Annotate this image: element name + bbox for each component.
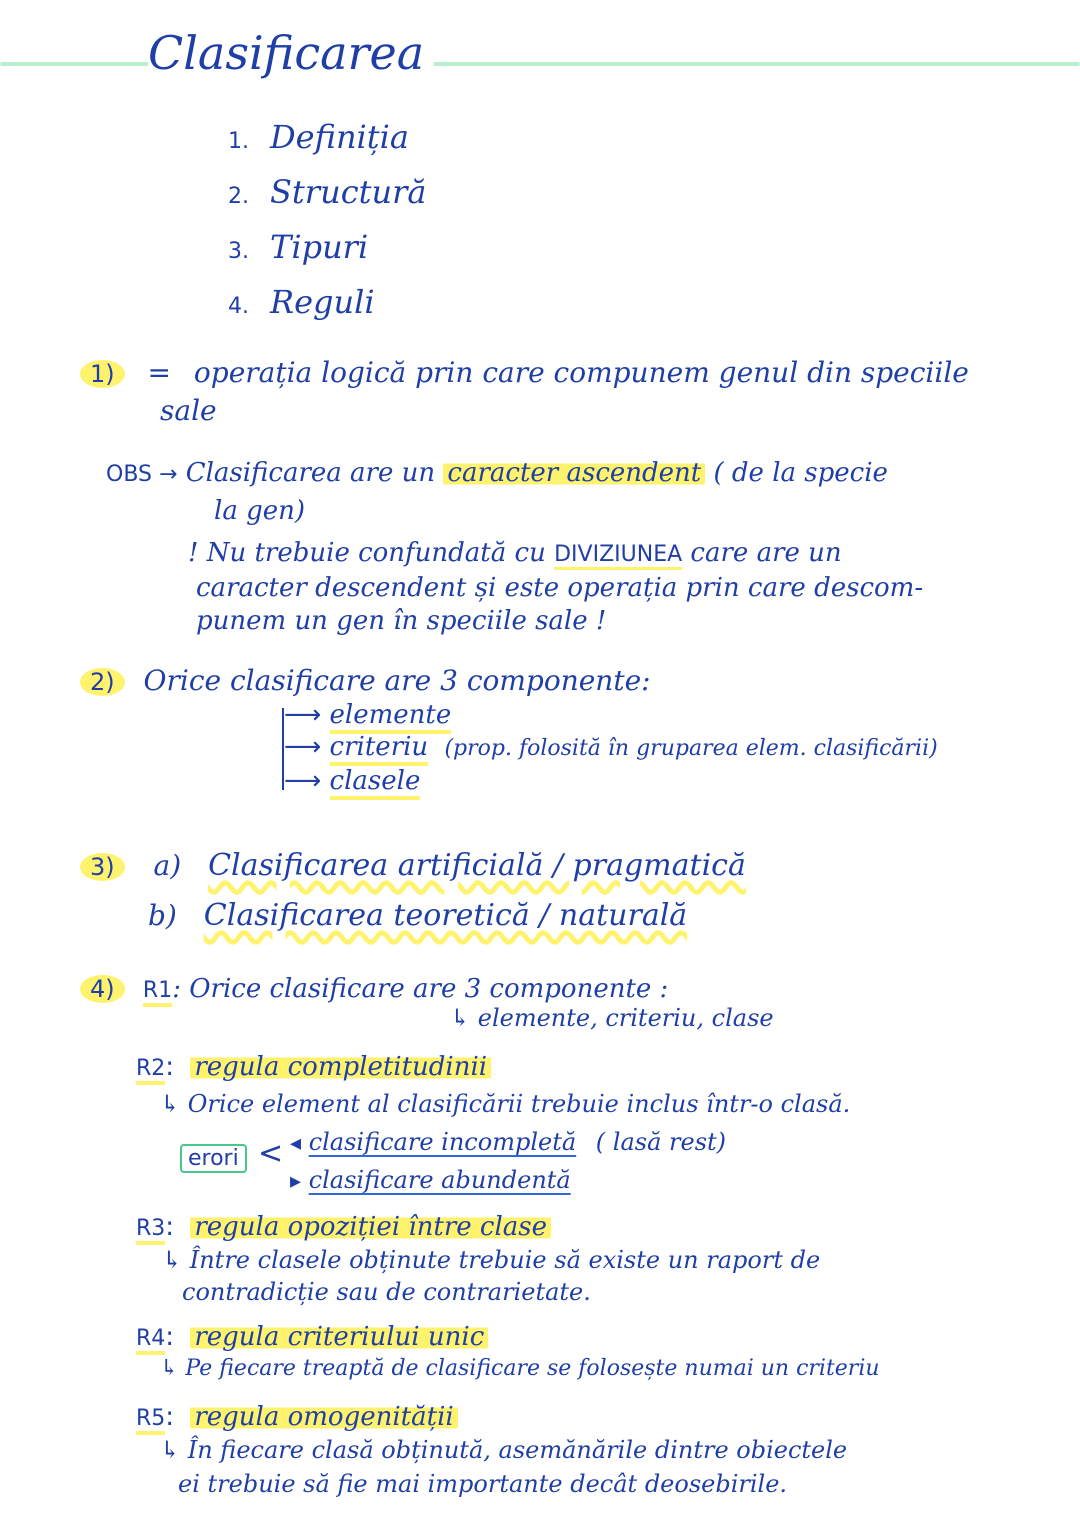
- highlight-ascendent: caracter ascendent: [443, 458, 705, 488]
- type-natural: Clasificarea teoretică / naturală: [203, 898, 688, 933]
- obs-label: OBS →: [106, 462, 178, 487]
- section-marker: 4): [80, 975, 125, 1003]
- errors-box: erori: [180, 1146, 247, 1171]
- type-artificial: Clasificarea artificială / pragmatică: [208, 848, 746, 883]
- rule-3-text-1: ↳ Între clasele obținute trebuie să existe un raport de: [162, 1246, 821, 1274]
- rule-5-text-2: ei trebuie să fie mai importante decât deosebirile.: [178, 1470, 788, 1498]
- diviziunea-word: DIVIZIUNEA: [554, 542, 682, 570]
- component-item: ⟶ clasele: [284, 766, 420, 796]
- obs-note: OBS → Clasificarea are un caracter ascendent ( de la specie: [106, 458, 888, 488]
- rule-4: R4: regula criteriului unic: [136, 1322, 488, 1352]
- definition-line-1: operația logică prin care compunem genul din speciile: [193, 356, 969, 389]
- obs-line-2: la gen): [214, 496, 305, 526]
- outline-item: 4. Reguli: [228, 283, 375, 321]
- rule-3: R3: regula opoziției între clase: [136, 1212, 551, 1242]
- rule-label: R1: [143, 978, 172, 1007]
- rule-title: regula omogenității: [190, 1402, 457, 1432]
- rule-label: R3: [136, 1216, 165, 1245]
- obs-warning-line-1: ! Nu trebuie confundată cu DIVIZIUNEA care are un: [188, 538, 842, 568]
- section-3-types: 3) a) Clasificarea artificială / pragmatică: [80, 848, 746, 883]
- rule-label: R5: [136, 1406, 165, 1435]
- rule-4-text: ↳ Pe fiecare treaptă de clasificare se folosește numai un criteriu: [160, 1356, 880, 1381]
- rule-label: R4: [136, 1326, 165, 1355]
- section-4-rules: 4) R1: Orice clasificare are 3 componente :: [80, 974, 668, 1004]
- outline-item: 2. Structură: [228, 173, 427, 211]
- error-abundant: ▸ clasificare abundentă: [290, 1166, 571, 1194]
- section-marker: 3): [80, 853, 125, 881]
- section-3-type-b: b) Clasificarea teoretică / naturală: [148, 898, 688, 933]
- outline-list: [228, 118, 426, 338]
- section-marker: 2): [80, 668, 125, 696]
- section-marker: 1): [80, 360, 125, 388]
- obs-warning-line-3: punem un gen în speciile sale !: [196, 606, 607, 636]
- page-title: Clasificarea: [148, 26, 434, 80]
- obs-warning-line-2: caracter descendent și este operația prin care descom-: [196, 573, 924, 603]
- rule-2: R2: regula completitudinii: [136, 1052, 491, 1082]
- rule-label: R2: [136, 1056, 165, 1085]
- section-1-definition: 1) = operația logică prin care compunem genul din speciile: [80, 356, 969, 389]
- rule-5: R5: regula omogenității: [136, 1402, 458, 1432]
- outline-item: 1. Definiția: [228, 118, 409, 156]
- rule-2-text: ↳ Orice element al clasificării trebuie inclus într-o clasă.: [160, 1090, 851, 1118]
- section-2-structure: 2) Orice clasificare are 3 componente:: [80, 664, 651, 697]
- rule-1-components: ↳ elemente, criteriu, clase: [450, 1004, 774, 1032]
- definition-line-2: sale: [160, 394, 217, 427]
- outline-item: 3. Tipuri: [228, 228, 369, 266]
- rule-5-text-1: ↳ În fiecare clasă obținută, asemănările dintre obiectele: [160, 1436, 848, 1464]
- component-item: ⟶ elemente: [284, 700, 451, 730]
- rule-3-text-2: contradicție sau de contrarietate.: [182, 1278, 591, 1306]
- rule-title: regula criteriului unic: [190, 1322, 488, 1352]
- errors-brace: <: [258, 1136, 284, 1171]
- component-item: ⟶ criteriu (prop. folosită în gruparea elem. clasificării): [284, 732, 938, 762]
- rule-title: regula opoziției între clase: [190, 1212, 551, 1242]
- error-incomplete: ◂ clasificare incompletă ( lasă rest): [290, 1128, 727, 1156]
- rule-title: regula completitudinii: [190, 1052, 491, 1082]
